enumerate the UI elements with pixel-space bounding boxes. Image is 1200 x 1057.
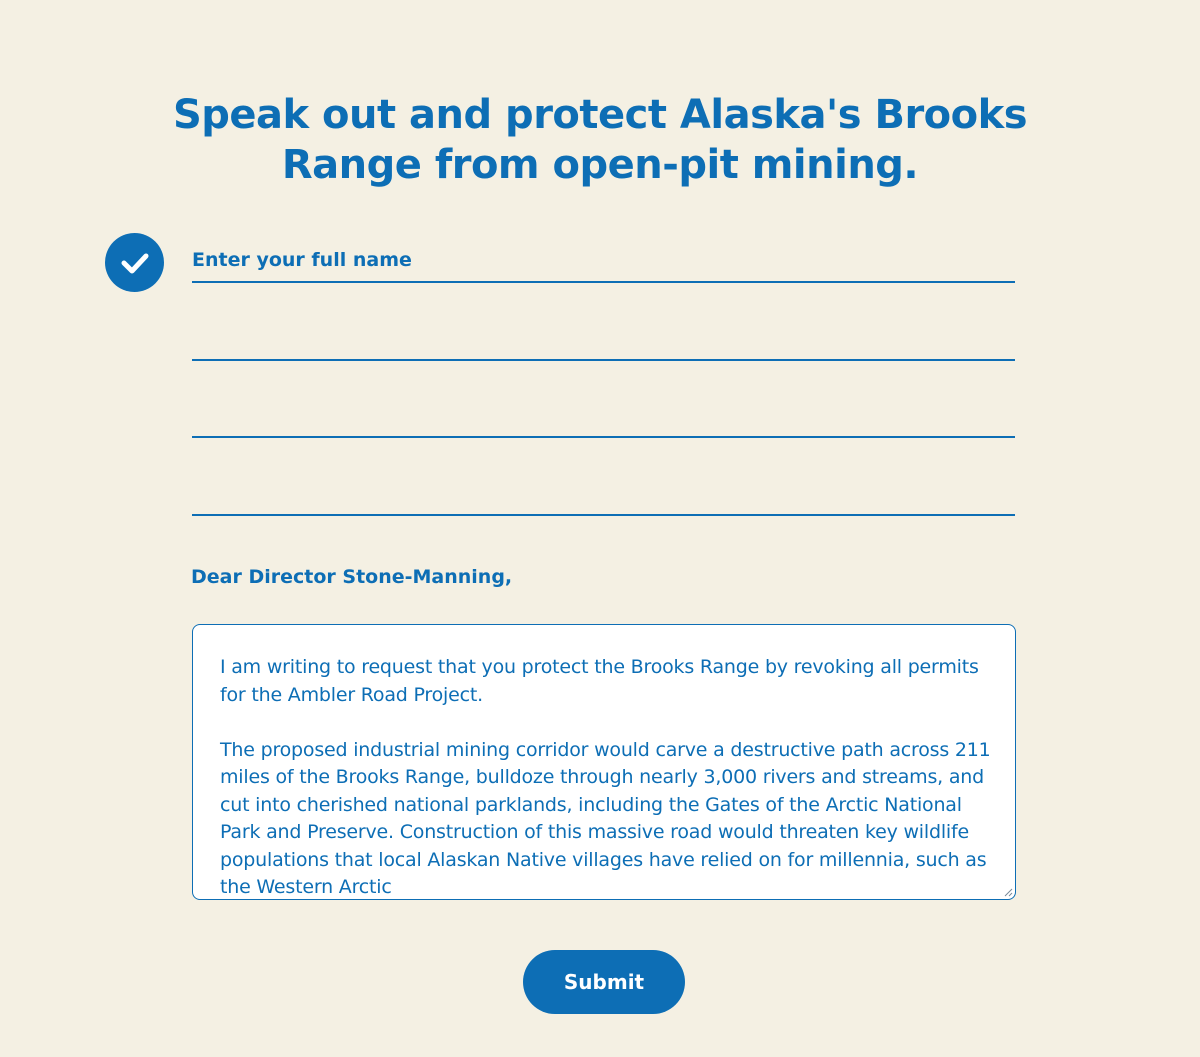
letter-salutation: Dear Director Stone-Manning, [191, 566, 513, 588]
form-field-4[interactable] [192, 474, 1015, 516]
checkmark-glyph [121, 252, 149, 274]
form-field-2-input[interactable] [192, 319, 1015, 359]
submit-button[interactable]: Submit [523, 950, 685, 1014]
form-field-4-input[interactable] [192, 474, 1015, 514]
form-field-3-input[interactable] [192, 396, 1015, 436]
checkmark-icon [105, 233, 164, 292]
full-name-field[interactable] [192, 241, 1015, 283]
letter-textarea[interactable] [192, 624, 1016, 900]
full-name-label: Enter your full name [192, 249, 412, 271]
letter-body[interactable]: I am writing to request that you protect the Brooks Range by revoking all permits for the Ambler Road Project. The proposed industrial mining corridor would carve a destructive path across 211 miles of the Brooks Range, bulldoze through nearly 3,000 rivers and streams, and cut into cherished national parklands, including the Gates of the Arctic National Park and Preserve. Construction of this massive road would threaten key wildlife populations that local Alaskan Native villages have relied on for millennia, such as the Western Arctic [220, 656, 991, 898]
full-name-input[interactable] [192, 241, 1015, 281]
form-field-2[interactable] [192, 319, 1015, 361]
resize-handle-icon[interactable] [1003, 887, 1013, 897]
form-field-3[interactable] [192, 396, 1015, 438]
page-title: Speak out and protect Alaska's Brooks Range from open-pit mining. [172, 92, 1028, 188]
